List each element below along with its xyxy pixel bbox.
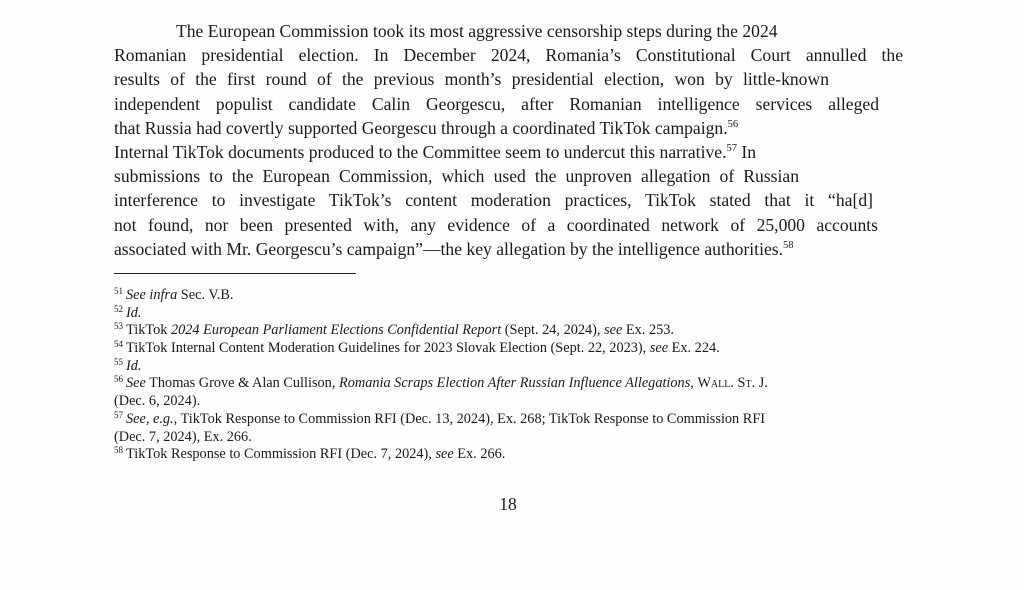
paragraph-line: The European Commission took its most aggressive censorship steps during the 2024 (176, 21, 778, 41)
footnote-number: 55 (114, 356, 123, 367)
paragraph-line: independent populist candidate Calin Georgescu, after Romanian intelligence services alleged (114, 93, 879, 114)
footnote-55 (114, 358, 914, 376)
paragraph-line: submissions to the European Commission, which used the unproven allegation of Russian (114, 166, 799, 187)
footnote-57 (114, 411, 914, 429)
footnote-italic: Romania Scraps Election After Russian Influence Allegations (338, 375, 691, 392)
footnote-text: TikTok Response to Commission RFI (Dec. 13, 2024), Ex. 268; TikTok Response to Commission RFI (177, 410, 766, 427)
paragraph-line: Romanian presidential election. In December 2024, Romania’s Constitutional Court annulled the (114, 45, 903, 66)
footnote-56 (114, 375, 914, 393)
footnote-ref[interactable]: 57 (726, 142, 737, 154)
footnote-italic: See infra (126, 287, 178, 303)
body-paragraph (114, 19, 914, 261)
paragraph-line-text: associated with Mr. Georgescu’s campaign”—the key allegation by the intelligence authorities. (114, 238, 784, 259)
footnote-text: TikTok (126, 322, 171, 339)
footnote-text: Ex. 253. (622, 322, 674, 339)
paragraph-line: interference to investigate TikTok’s content moderation practices, TikTok stated that it “ha[d] (114, 190, 873, 211)
paragraph-line (114, 237, 914, 261)
footnote-54 (114, 340, 914, 358)
footnote-smallcaps: Wall. St. J. (697, 375, 768, 392)
footnote-text: Thomas Grove & Alan Cullison, (145, 375, 339, 392)
footnote-text: TikTok Response to Commission RFI (Dec. 7, 2024), (126, 446, 436, 463)
footnote-italic: See (126, 375, 146, 392)
footnote-51 (114, 287, 914, 305)
footnote-italic: see (649, 340, 669, 357)
footnote-italic: see (435, 446, 454, 463)
paragraph-line: not found, nor been presented with, any evidence of a coordinated network of 25,000 accounts (114, 214, 878, 235)
footnote-53 (114, 322, 914, 340)
footnote-ref[interactable]: 58 (783, 239, 794, 251)
footnote-number: 53 (114, 321, 123, 332)
footnote-text: Ex. 224. (668, 340, 720, 357)
footnote-text: , (690, 375, 698, 392)
paragraph-line-text: that Russia had covertly supported Georgescu through a coordinated TikTok campaign. (114, 117, 728, 138)
paragraph-line-tail: In (741, 141, 757, 162)
footnote-text: Sec. V.B. (177, 287, 234, 303)
footnote-56-continued: (Dec. 6, 2024). (114, 393, 201, 410)
footnote-number: 52 (114, 303, 123, 314)
page-number: 18 (499, 494, 517, 514)
footnote-number: 56 (114, 374, 123, 385)
footnote-text: (Sept. 24, 2024), (501, 322, 605, 339)
footnote-separator (114, 273, 356, 274)
paragraph-line (114, 140, 914, 164)
footnote-italic: Id. (126, 304, 142, 321)
footnote-ref[interactable]: 56 (727, 118, 739, 130)
footnote-number: 51 (114, 286, 123, 296)
footnote-italic: Id. (126, 357, 142, 374)
footnote-58 (114, 446, 914, 464)
footnote-text: TikTok Internal Content Moderation Guidelines for 2023 Slovak Election (Sept. 22, 2023), (126, 340, 650, 357)
footnote-52 (114, 305, 914, 323)
footnote-57-continued: (Dec. 7, 2024), Ex. 266. (114, 428, 252, 445)
paragraph-line-text: Internal TikTok documents produced to the Committee seem to undercut this narrative. (114, 141, 727, 162)
footnotes (114, 287, 914, 464)
paragraph-line (114, 116, 914, 140)
footnote-number: 58 (114, 445, 123, 456)
footnote-text: Ex. 266. (453, 446, 506, 463)
footnote-italic: See, e.g., (126, 410, 178, 427)
footnote-italic: see (604, 322, 623, 339)
footnote-number: 57 (114, 409, 123, 420)
paragraph-line: results of the first round of the previous month’s presidential election, won by little-known (114, 69, 829, 90)
footnote-number: 54 (114, 339, 123, 350)
footnote-italic: 2024 European Parliament Elections Confidential Report (170, 322, 502, 339)
